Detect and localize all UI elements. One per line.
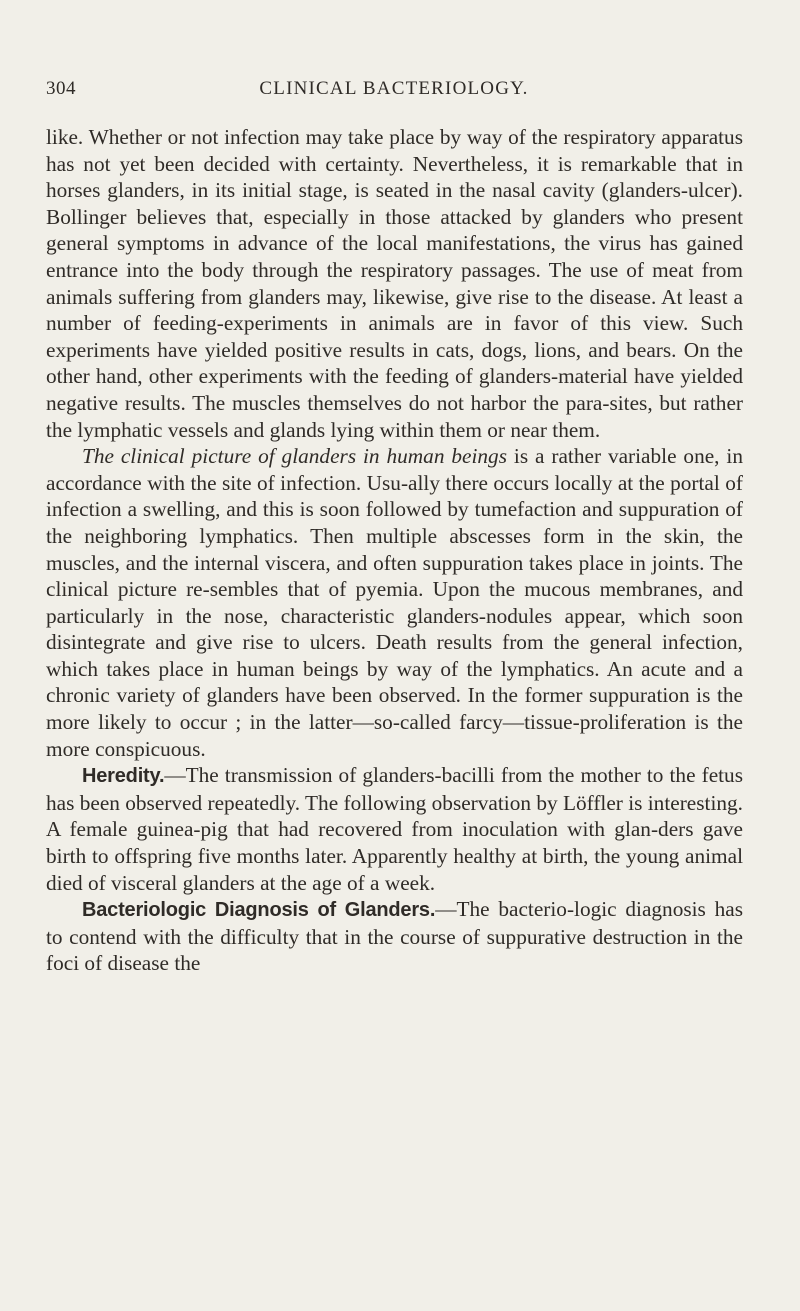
paragraph-heredity: [46, 762, 743, 896]
paragraph-bacteriologic-diagnosis: [46, 896, 743, 977]
paragraph-text: like. Whether or not infection may take place by way of the respiratory apparatus has not yet been decided with certainty. Nevertheless, it is remarkable that in horses glanders, in its initial stage, is seated in the nasal cavity (glanders-ulcer). Bollinger believes that, especially in those attacked by glanders who present general symptoms in advance of the local manifestations, the virus has gained entrance into the body through the respiratory passages. The use of meat from animals suffering from glanders may, likewise, give rise to the disease. At least a number of feeding-experiments in animals are in favor of this view. Such experiments have yielded positive results in cats, dogs, lions, and bears. On the other hand, other experiments with the feeding of glanders-material have yielded negative results. The muscles themselves do not harbor the para-sites, but rather the lymphatic vessels and glands lying within them or near them.: [46, 125, 743, 442]
page-number: 304: [46, 78, 76, 99]
heredity-heading: Heredity.: [82, 765, 165, 788]
page-header: [46, 78, 742, 108]
paragraph-text: is a rather variable one, in accordance with the site of infection. Usu-ally there occurs locally at the portal of infection a swelling, and this is soon followed by tumefaction and suppuration of the neighboring lymphatics. Then multiple abscesses form in the skin, the muscles, and the internal viscera, and often suppuration takes place in joints. The clinical picture re-sembles that of pyemia. Upon the mucous membranes, and particularly in the nose, characteristic glanders-nodules appear, which soon disintegrate and give rise to ulcers. Death results from the general infection, which takes place in human beings by way of the lymphatics. An acute and a chronic variety of glanders have been observed. In the former suppuration is the more likely to occur ; in the latter—so-called farcy—tissue-proliferation is the more conspicuous.: [46, 444, 743, 761]
bacteriologic-diagnosis-heading: Bacteriologic Diagnosis of Glanders.: [82, 899, 436, 922]
body-text: [46, 124, 743, 977]
paragraph-text: —The transmission of glanders-bacilli from the mother to the fetus has been observed repeatedly. The following observation by Löffler is interesting. A female guinea-pig that had recovered from inoculation with glan-ders gave birth to offspring five months later. Apparently healthy at birth, the young animal died of visceral glanders at the age of a week.: [46, 763, 743, 895]
running-head: CLINICAL BACTERIOLOGY.: [259, 78, 529, 99]
paragraph-clinical-picture: [46, 443, 743, 762]
paragraph-text: —The bacterio-logic diagnosis has to contend with the difficulty that in the course of suppurative destruction in the foci of disease the: [46, 897, 743, 976]
clinical-picture-lead: The clinical picture of glanders in human beings: [82, 444, 507, 469]
paragraph-respiratory-infection: [46, 124, 743, 443]
